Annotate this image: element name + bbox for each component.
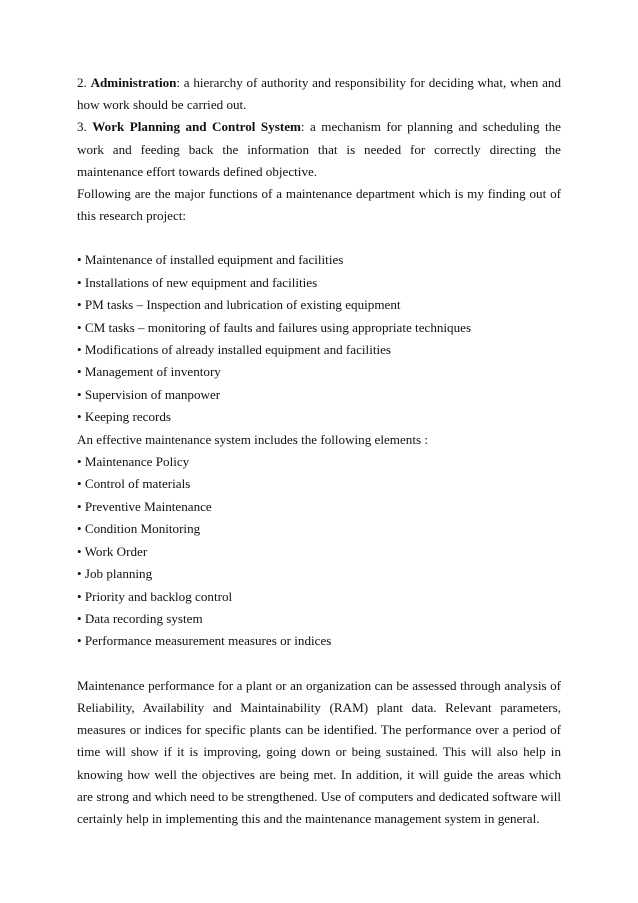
closing-paragraph: Maintenance performance for a plant or an organization can be assessed through analysis of Reliability, Availability and Maintainability (RAM) plant data. Relevant parameters, measures or indices for specific plants can be identified. The performance over a period of time will show if it is improving, going down or being sustained. This will also help in knowing how well the objectives are being met. In addition, it will guide the areas which are strong and which need to be strengthened. Use of computers and dedicated software will certainly help in implementing this and the maintenance management system in general. — [77, 677, 561, 826]
list-item: • Maintenance of installed equipment and facilities — [77, 252, 344, 268]
list-item: • Control of materials — [77, 476, 191, 492]
paragraph-gap — [77, 227, 561, 249]
document-page — [77, 72, 561, 830]
list-item: • Data recording system — [77, 610, 203, 626]
list-item: • Job planning — [77, 566, 153, 582]
list-item: • Work Order — [77, 543, 148, 559]
section-term: Administration — [90, 75, 177, 90]
list-item: • Maintenance Policy — [77, 454, 190, 470]
list-item: • Supervision of manpower — [77, 386, 221, 402]
section-work-planning — [77, 116, 561, 183]
section-administration — [77, 72, 561, 116]
functions-list — [77, 249, 561, 428]
paragraph-gap — [77, 653, 561, 675]
list-item: • Installations of new equipment and facilities — [77, 274, 318, 290]
elements-list — [77, 451, 561, 653]
list-item: • Condition Monitoring — [77, 521, 201, 537]
list-item: • Performance measurement measures or indices — [77, 633, 332, 649]
list-item: • Preventive Maintenance — [77, 498, 212, 514]
list-item: • Modifications of already installed equipment and facilities — [77, 342, 392, 358]
elements-intro: An effective maintenance system includes the following elements : — [77, 431, 428, 447]
list-item: • Keeping records — [77, 409, 172, 425]
section-number: 2. — [77, 75, 87, 90]
section-term: Work Planning and Control System — [92, 119, 301, 135]
section-text: : a hierarchy of authority and responsibility for deciding what, when and how work should be carried out. — [77, 75, 561, 113]
section-number: 3. — [77, 119, 87, 135]
list-item: • Management of inventory — [77, 364, 221, 380]
list-item: • CM tasks – monitoring of faults and failures using appropriate techniques — [77, 319, 472, 335]
section-text: : a mechanism for planning and scheduling the work and feeding back the information that is needed for correctly directing the maintenance effort towards defined objective. — [77, 119, 561, 179]
list-item: • Priority and backlog control — [77, 588, 233, 604]
functions-intro: Following are the major functions of a maintenance department which is my finding out of this research project: — [77, 186, 561, 224]
list-item: • PM tasks – Inspection and lubrication of existing equipment — [77, 297, 401, 313]
